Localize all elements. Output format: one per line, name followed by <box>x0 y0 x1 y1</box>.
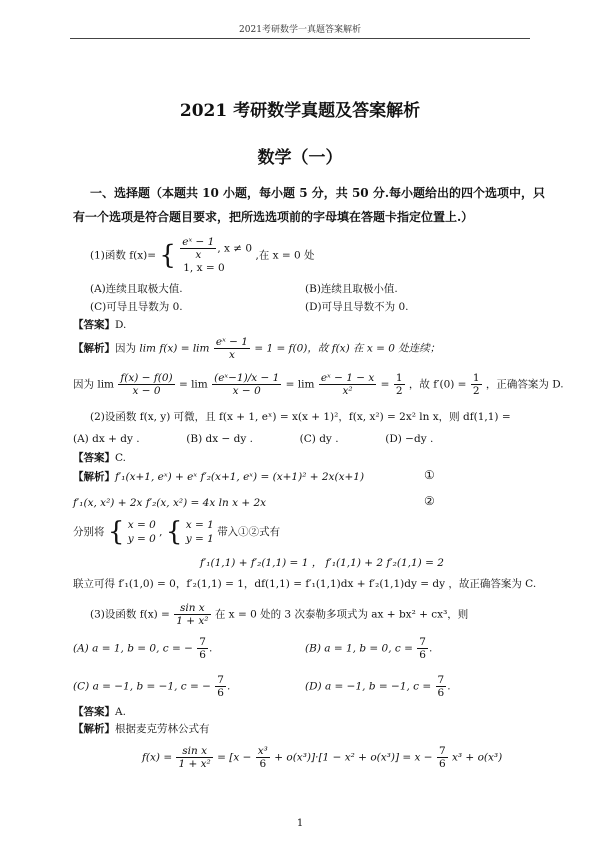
q3-option-b: (B) a = 1, b = 0, c = $\frac{7}{6}$ . <box>305 636 433 661</box>
q3-stem: (3)设函数 f(x) = $\frac{\text{sin x}}{\text{1 + x²}}$ 在 x = 0 处的 3 次泰勒多项式为 ax + bx² + cx³，则 <box>90 602 469 627</box>
q2-eq2-tag: ② <box>424 494 435 508</box>
q2-option-b: (B) dx − dy . <box>186 433 253 445</box>
q2-analysis-eq1: 【解析】f′₁(x+1, eˣ) + eˣ f′₂(x+1, eˣ) = (x+1)² + 2x(x+1) <box>73 471 365 483</box>
running-header: 2021考研数学一真题答案解析 <box>239 25 361 35</box>
q1-option-a: (A)连续且取极大值. <box>90 283 183 295</box>
q2-result-equations: f′₁(1,1) + f′₂(1,1) = 1 ， f′₁(1,1) + 2 f′₂(1,1) = 2 <box>200 557 444 569</box>
q3-maclaurin-formula: f(x) = $\frac{\text{sin x}}{\text{1 + x²}}$ = [x − $\frac{\text{x³}}{6}$ + o(x³)]·[1 − x² + o(x³)] = x − $\frac{7}{6}$ x³ + o(x³) <box>142 745 503 770</box>
section-heading-line2: 有一个选项是符合题目要求，把所选选项前的字母填在答题卡指定位置上.） <box>73 210 474 224</box>
q2-analysis-eq2: f′₁(x, x²) + 2x f′₂(x, x²) = 4x ln x + 2x <box>73 497 267 509</box>
q1-stem: (1)函数 f(x)= { $\frac{\text{eˣ − 1}}{x}$ , x ≠ 0 1, x = 0 ,在 x = 0 处 <box>90 236 315 274</box>
q1-answer: 【答案】D. <box>73 319 127 331</box>
section-heading-line1: 一、选择题（本题共 10 小题，每小题 5 分，共 50 分.每小题给出的四个选项中，只 <box>90 186 545 200</box>
q1-analysis-line1: 【解析】因为 lim f(x) = lim $\frac{\text{eˣ − 1}}{x}$ = 1 = f(0)，故 f(x) 在 x = 0 处连续； <box>73 336 441 361</box>
q3-answer: 【答案】A. <box>73 706 126 718</box>
q2-options <box>73 432 433 446</box>
q2-eq1-tag: ① <box>424 468 435 482</box>
header-divider <box>70 38 530 39</box>
q1-piece1-fraction: $\frac{\text{eˣ − 1}}{x}$ <box>182 236 215 261</box>
q2-stem: (2)设函数 f(x, y) 可微，且 f(x + 1, eˣ) = x(x + 1)²，f(x, x²) = 2x² ln x，则 df(1,1) = <box>90 411 511 423</box>
page-number: 1 <box>296 818 304 829</box>
q3-option-d: (D) a = −1, b = −1, c = $\frac{7}{6}$ . <box>305 674 451 699</box>
page-title: 2021 考研数学真题及答案解析 <box>179 101 421 121</box>
page-subtitle: 数学（一） <box>257 148 343 168</box>
q1-option-c: (C)可导且导数为 0. <box>90 301 183 313</box>
q2-answer: 【答案】C. <box>73 452 126 464</box>
q2-option-d: (D) −dy . <box>385 433 434 445</box>
q3-option-c: (C) a = −1, b = −1, c = − $\frac{7}{6}$ . <box>73 674 231 699</box>
q2-conclusion: 联立可得 f′₁(1,0) = 0，f′₂(1,1) = 1，df(1,1) = f′₁(1,1)dx + f′₂(1,1)dy = dy ，故正确答案为 C. <box>73 578 537 590</box>
q1-option-d: (D)可导且导数不为 0. <box>305 301 409 313</box>
q3-option-a: (A) a = 1, b = 0, c = − $\frac{7}{6}$ . <box>73 636 213 661</box>
q3-analysis-intro: 【解析】根据麦克劳林公式有 <box>73 723 210 735</box>
q1-analysis-line2: 因为 lim $\frac{f(x) - f(0)}{x - 0}$ = lim $\frac{\text{(eˣ−1)/x − 1}}{x - 0}$ = lim $\frac{\text{eˣ − 1 − x}}{\text{x²}}$ = $\frac{1}{2}$ ，故 f′(0) = $\frac{1}{2}$ ，正确答案为 D. <box>73 372 564 397</box>
q1-option-b: (B)连续且取极小值. <box>305 283 398 295</box>
q2-option-a: (A) dx + dy . <box>73 433 140 445</box>
q2-substitution: 分别将 { x = 0 y = 0 , { x = 1 y = 1 带入①②式有 <box>73 517 281 547</box>
q2-option-c: (C) dy . <box>299 433 339 445</box>
